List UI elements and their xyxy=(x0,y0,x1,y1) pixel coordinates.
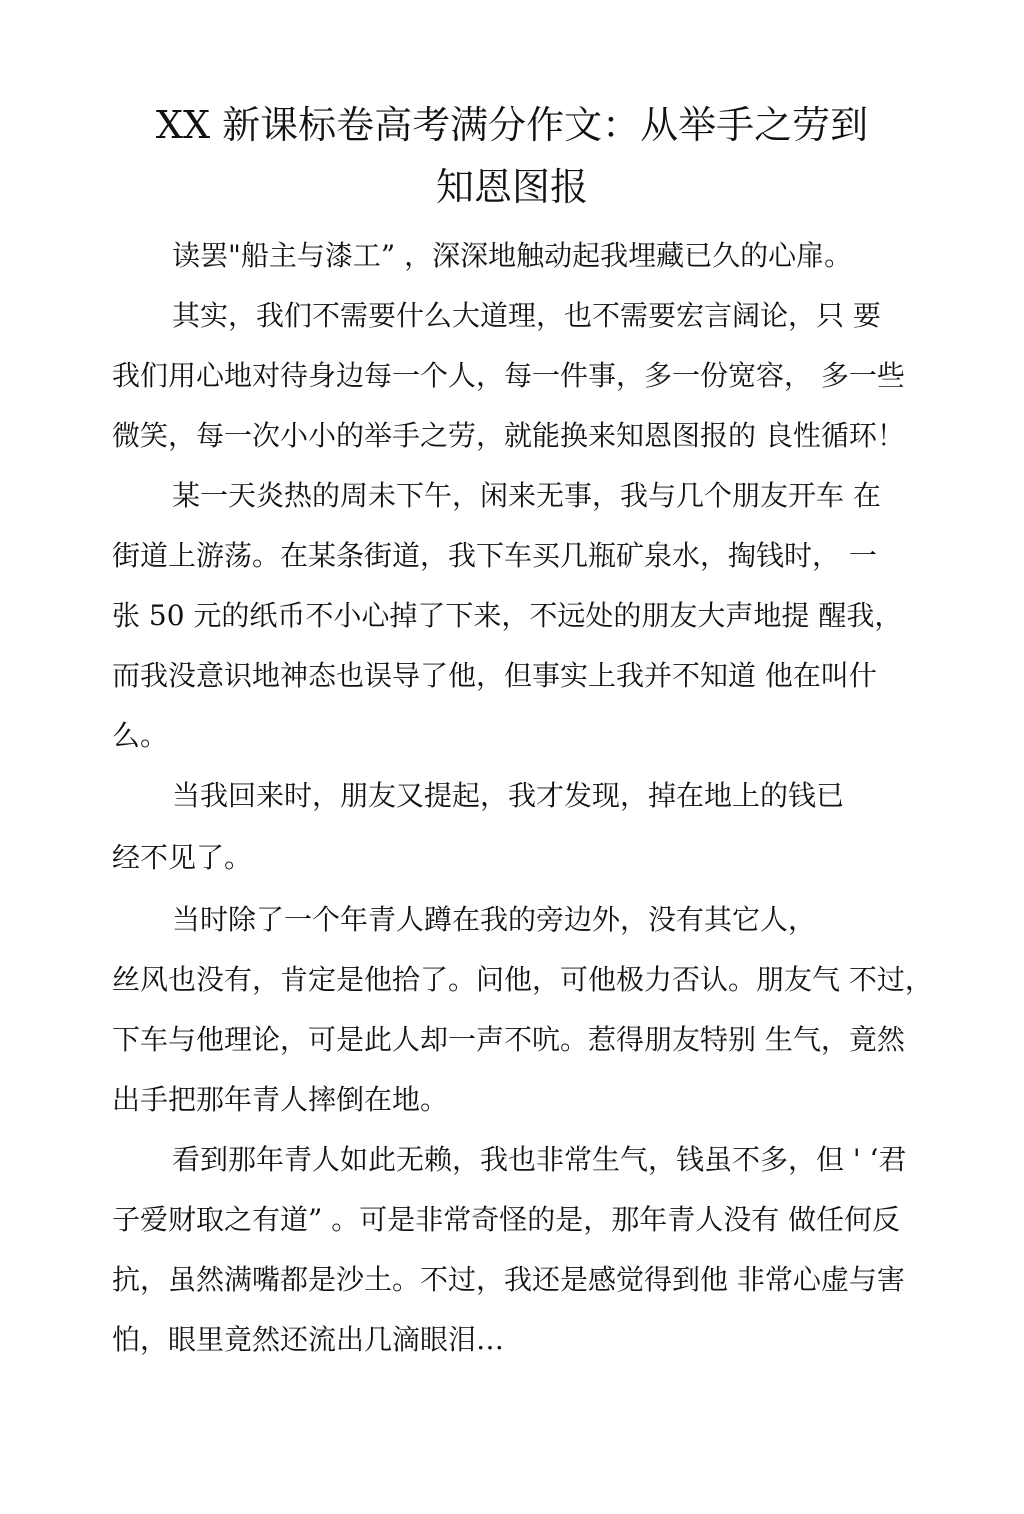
text-line: 看到那年青人如此无赖，我也非常生气，钱虽不多，但 ' ‘君 xyxy=(172,1143,907,1176)
text-line: 出手把那年青人摔倒在地。 xyxy=(112,1083,449,1116)
text-line: 我们用心地对待身边每一个人，每一件事，多一份宽容， 多一些 xyxy=(112,359,905,392)
text-line: 当时除了一个年青人蹲在我的旁边外，没有其它人， xyxy=(172,903,817,936)
text-line: 读罢"船主与漆工” ，深深地触动起我埋藏已久的心扉。 xyxy=(172,239,853,272)
text-line: 怕，眼里竟然还流出几滴眼泪… xyxy=(112,1323,505,1356)
text-line: 微笑，每一次小小的举手之劳，就能换来知恩图报的 良性循环！ xyxy=(112,419,905,452)
text-line: 下车与他理论，可是此人却一声不吭。惹得朋友特别 生气，竟然 xyxy=(112,1023,905,1056)
text-line: 么。 xyxy=(112,719,169,752)
text-line: 某一天炎热的周未下午，闲来无事，我与几个朋友开车 在 xyxy=(172,479,881,512)
text-line: 其实，我们不需要什么大道理，也不需要宏言阔论，只 要 xyxy=(172,299,881,332)
document-title-line-2: 知恩图报 xyxy=(435,165,588,209)
text-line: 丝风也没有，肯定是他拾了。问他，可他极力否认。朋友气 不过， xyxy=(112,963,933,996)
text-line: 抗，虽然满嘴都是沙土。不过，我还是感觉得到他 非常心虚与害 xyxy=(112,1263,905,1296)
text-line: 经不见了。 xyxy=(112,841,253,874)
text-line: 当我回来时，朋友又提起，我才发现，掉在地上的钱已 xyxy=(172,779,845,812)
text-line: 张 50 元的纸币不小心掉了下来，不远处的朋友大声地提 醒我， xyxy=(112,599,903,632)
text-line: 子爱财取之有道” 。可是非常奇怪的是，那年青人没有 做任何反 xyxy=(112,1203,901,1236)
text-line: 街道上游荡。在某条街道，我下车买几瓶矿泉水，掏钱时， 一 xyxy=(112,539,877,572)
document-title-line-1: XX 新课标卷高考满分作文：从举手之劳到 xyxy=(155,103,869,147)
text-line: 而我没意识地神态也误导了他，但事实上我并不知道 他在叫什 xyxy=(112,659,877,692)
